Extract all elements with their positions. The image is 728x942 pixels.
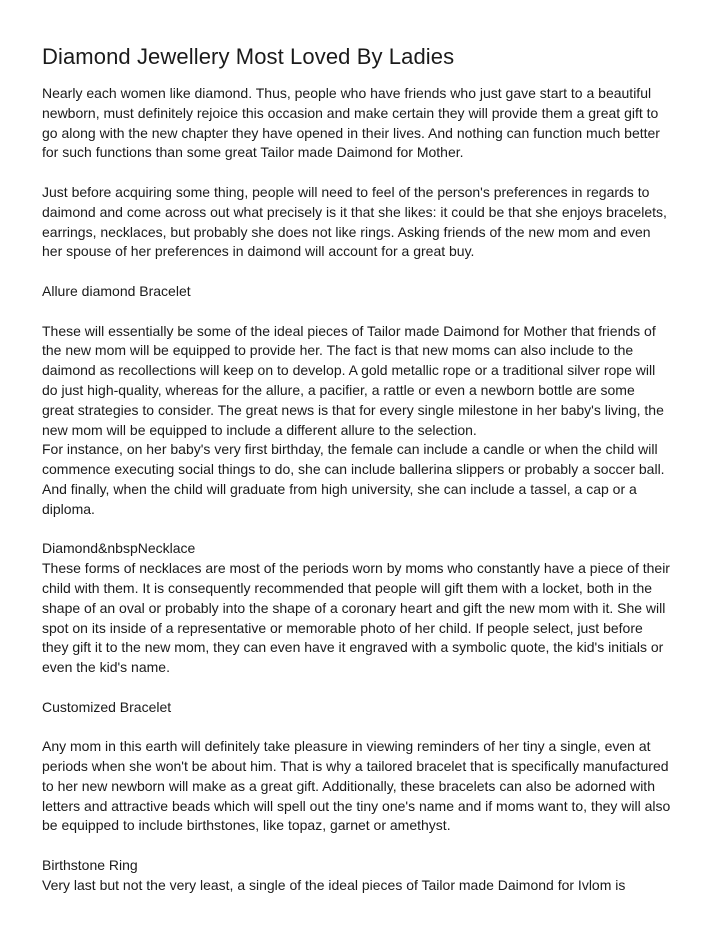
text-line: do just high-quality, whereas for the allure, a pacifier, a rattle or even a newborn bottle are some [42,381,635,398]
text-line: For instance, on her baby's very first birthday, the female can include a candle or when the child will [42,441,658,458]
text-line: her spouse of her preferences in daimond will account for a great buy. [42,243,475,260]
text-line: Nearly each women like diamond. Thus, people who have friends who just gave start to a beautiful [42,85,652,101]
birthstone-section [42,856,690,896]
text-line: Any mom in this earth will definitely take pleasure in viewing reminders of her tiny a single, even at [42,738,651,755]
section-heading-customized [42,698,690,718]
text-line: And finally, when the child will graduate from high university, she can include a tassel, a cap or a [42,480,637,497]
text-line: for such functions than some great Tailor made Daimond for Mother. [42,144,464,161]
text-line: daimond as recollections will keep on to develop. A gold metallic rope or a traditional silver rope will [42,362,656,379]
text-line: diploma. [42,500,95,517]
necklace-section [42,539,690,678]
paragraph-gap [42,836,690,856]
preferences-paragraph [42,183,690,262]
text-line: Very last but not the very least, a single of the ideal pieces of Tailor made Daimond for Ivlom is [42,876,626,893]
text-line: they gift it to the new mom, they can even have it engraved with a symbolic quote, the kid's initials or [42,639,664,656]
text-line: to her new newborn will make as a great gift. Additionally, these bracelets can also be adorned with [42,777,655,794]
text-line: Just before acquiring some thing, people will need to feel of the person's preferences in regards to [42,183,650,200]
paragraph-gap [42,163,690,183]
text-line: daimond and come across out what precisely is it that she likes: it could be that she enjoys bracelets, [42,203,667,220]
text-line: even the kid's name. [42,659,170,676]
section-heading-allure [42,282,690,302]
document-page [42,42,690,896]
text-line: These will essentially be some of the ideal pieces of Tailor made Daimond for Mother that friends of [42,322,656,339]
customized-paragraph [42,737,690,836]
text-line: the new mom will be equipped to provide her. The fact is that new moms can also include to the [42,342,634,359]
heading-text: Allure diamond Bracelet [42,282,191,299]
text-line: earrings, necklaces, but probably she does not like rings. Asking friends of the new mom and even [42,223,651,240]
paragraph-gap [42,718,690,738]
paragraph-gap [42,520,690,540]
text-line: spot on its inside of a representative or memorable photo of her child. If people select, just before [42,619,643,636]
text-line: child with them. It is consequently recommended that people will gift them with a locket, both in the [42,579,653,596]
text-line: newborn, must definitely rejoice this occasion and make certain they will provide them a great gift to [42,104,659,121]
text-line: be equipped to include birthstones, like topaz, garnet or amethyst. [42,817,451,834]
paragraph-gap [42,678,690,698]
page-title: Diamond Jewellery Most Loved By Ladies [42,44,455,69]
section-heading-birthstone: Birthstone Ring [42,857,138,874]
text-line: These forms of necklaces are most of the periods worn by moms who constantly have a piece of their [42,560,670,577]
paragraph-gap [42,262,690,282]
text-line: periods when she won't be about him. That is why a tailored bracelet that is specifically manufactured [42,758,669,775]
text-line: commence executing social things to do, she can include ballerina slippers or probably a soccer ball. [42,461,665,478]
text-line: letters and attractive beads which will spell out the tiny one's name and if moms want to, they will also [42,797,671,814]
paragraph-gap [42,302,690,322]
text-line: shape of an oval or probably into the shape of a coronary heart and gift the new mom with it. She will [42,599,666,616]
section-heading-necklace: Diamond&nbspNecklace [42,540,196,557]
text-line: great strategies to consider. The great news is that for every single milestone in her baby's living, the [42,401,664,418]
text-line: go along with the new chapter they have opened in their lives. And nothing can function much better [42,124,660,141]
allure-paragraph [42,322,690,520]
heading-text: Customized Bracelet [42,698,172,715]
text-line: new mom will be equipped to include a different allure to the selection. [42,421,477,438]
intro-paragraph [42,84,690,163]
